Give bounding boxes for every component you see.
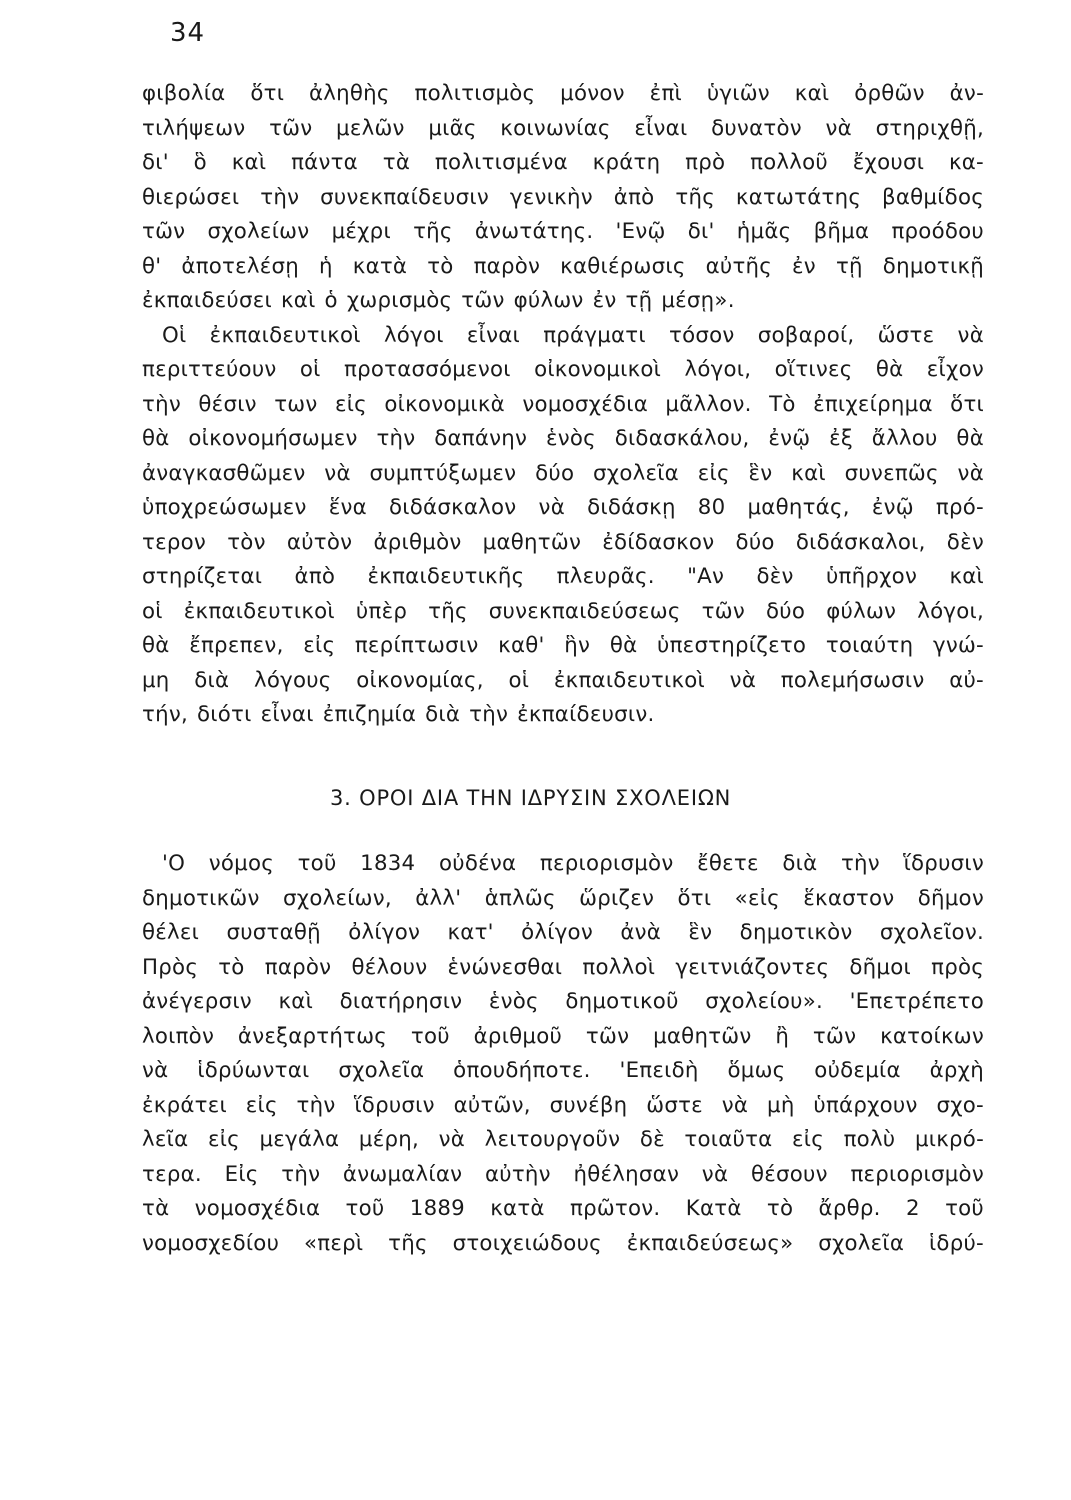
- text-line: θ' ἀποτελέσῃ ἡ κατὰ τὸ παρὸν καθιέρωσις αὐτῆς ἐν τῇ δημοτικῇ: [142, 253, 984, 279]
- text-line: φιβολία ὅτι ἀληθὴς πολιτισμὸς μόνον ἐπὶ ὑγιῶν καὶ ὀρθῶν ἀν-: [142, 81, 984, 106]
- text-line: μη διὰ λόγους οἰκονομίας, οἱ ἐκπαιδευτικοὶ νὰ πολεμήσωσιν αὐ-: [142, 667, 984, 693]
- text-line: τὴν θέσιν των εἰς οἰκονομικὰ νομοσχέδια μᾶλλον. Τὸ ἐπιχείρημα ὅτι: [142, 391, 984, 417]
- text-line: ὑποχρεώσωμεν ἕνα διδάσκαλον νὰ διδάσκῃ 80 μαθητάς, ἐνῷ πρό-: [142, 495, 984, 520]
- text-line: τήν, διότι εἶναι ἐπιζημία διὰ τὴν ἐκπαίδευσιν.: [142, 702, 655, 727]
- text-line: θὰ ἔπρεπεν, εἰς περίπτωσιν καθ' ἣν θὰ ὑπεστηρίζετο τοιαύτη γνώ-: [142, 633, 984, 658]
- text-line: τερα. Εἰς τὴν ἀνωμαλίαν αὐτὴν ἠθέλησαν νὰ θέσουν περιορισμὸν: [142, 1161, 984, 1187]
- body-text-block-2: [142, 847, 984, 1261]
- text-line: τὰ νομοσχέδια τοῦ 1889 κατὰ πρῶτον. Κατὰ τὸ ἄρθρ. 2 τοῦ: [142, 1196, 984, 1221]
- text-line: νομοσχεδίου «περὶ τῆς στοιχειώδους ἐκπαιδεύσεως» σχολεῖα ἱδρύ-: [142, 1230, 984, 1256]
- text-line: δι' ὃ καὶ πάντα τὰ πολιτισμένα κράτη πρὸ πολλοῦ ἔχουσι κα-: [142, 150, 984, 175]
- body-text-block-1: [142, 77, 984, 733]
- text-line: Πρὸς τὸ παρὸν θέλουν ἑνώνεσθαι πολλοὶ γειτνιάζοντες δῆμοι πρὸς: [142, 954, 984, 980]
- text-line: λοιπὸν ἀνεξαρτήτως τοῦ ἀριθμοῦ τῶν μαθητῶν ἢ τῶν κατοίκων: [142, 1023, 984, 1049]
- text-line: ἐκπαιδεύσει καὶ ὁ χωρισμὸς τῶν φύλων ἐν τῇ μέσῃ».: [142, 288, 735, 313]
- text-line: στηρίζεται ἀπὸ ἐκπαιδευτικῆς πλευρᾶς. "Αν δὲν ὑπῆρχον καὶ: [142, 564, 984, 589]
- text-line: θιερώσει τὴν συνεκπαίδευσιν γενικὴν ἀπὸ τῆς κατωτάτης βαθμίδος: [142, 184, 984, 210]
- text-line: Οἱ ἐκπαιδευτικοὶ λόγοι εἶναι πράγματι τόσον σοβαροί, ὥστε νὰ: [162, 322, 984, 348]
- text-line: νὰ ἱδρύωνται σχολεῖα ὁπουδήποτε. 'Επειδὴ ὅμως οὐδεμία ἀρχὴ: [142, 1058, 984, 1083]
- text-line: περιττεύουν οἱ προτασσόμενοι οἰκονομικοὶ λόγοι, οἵτινες θὰ εἶχον: [142, 357, 984, 382]
- text-line: ἐκράτει εἰς τὴν ἵδρυσιν αὐτῶν, συνέβη ὥστε νὰ μὴ ὑπάρχουν σχο-: [142, 1092, 984, 1118]
- text-line: τιλήψεων τῶν μελῶν μιᾶς κοινωνίας εἶναι δυνατὸν νὰ στηριχθῇ,: [142, 115, 984, 141]
- section-heading: 3. ΟΡΟΙ ΔΙΑ ΤΗΝ ΙΔΡΥΣΙΝ ΣΧΟΛΕΙΩΝ: [330, 786, 732, 810]
- text-line: οἱ ἐκπαιδευτικοὶ ὑπὲρ τῆς συνεκπαιδεύσεως τῶν δύο φύλων λόγοι,: [142, 598, 984, 624]
- text-line: θὰ οἰκονομήσωμεν τὴν δαπάνην ἑνὸς διδασκάλου, ἐνῷ ἐξ ἄλλου θὰ: [142, 426, 984, 451]
- text-line: ἀναγκασθῶμεν νὰ συμπτύξωμεν δύο σχολεῖα εἰς ἓν καὶ συνεπῶς νὰ: [142, 460, 984, 486]
- text-line: τερον τὸν αὐτὸν ἀριθμὸν μαθητῶν ἐδίδασκον δύο διδάσκαλοι, δὲν: [142, 529, 984, 555]
- text-line: θέλει συσταθῇ ὀλίγον κατ' ὀλίγον ἀνὰ ἓν δημοτικὸν σχολεῖον.: [142, 920, 984, 945]
- text-line: 'Ο νόμος τοῦ 1834 οὐδένα περιορισμὸν ἔθετε διὰ τὴν ἵδρυσιν: [162, 851, 984, 876]
- page-number: 34: [170, 18, 206, 48]
- text-line: δημοτικῶν σχολείων, ἀλλ' ἁπλῶς ὥριζεν ὅτι «εἰς ἕκαστον δῆμον: [142, 885, 984, 911]
- text-line: λεῖα εἰς μεγάλα μέρη, νὰ λειτουργοῦν δὲ τοιαῦτα εἰς πολὺ μικρό-: [142, 1127, 984, 1152]
- text-line: ἀνέγερσιν καὶ διατήρησιν ἑνὸς δημοτικοῦ σχολείου». 'Επετρέπετο: [142, 989, 984, 1014]
- text-line: τῶν σχολείων μέχρι τῆς ἀνωτάτης. 'Ενῷ δι' ἡμᾶς βῆμα προόδου: [142, 219, 984, 244]
